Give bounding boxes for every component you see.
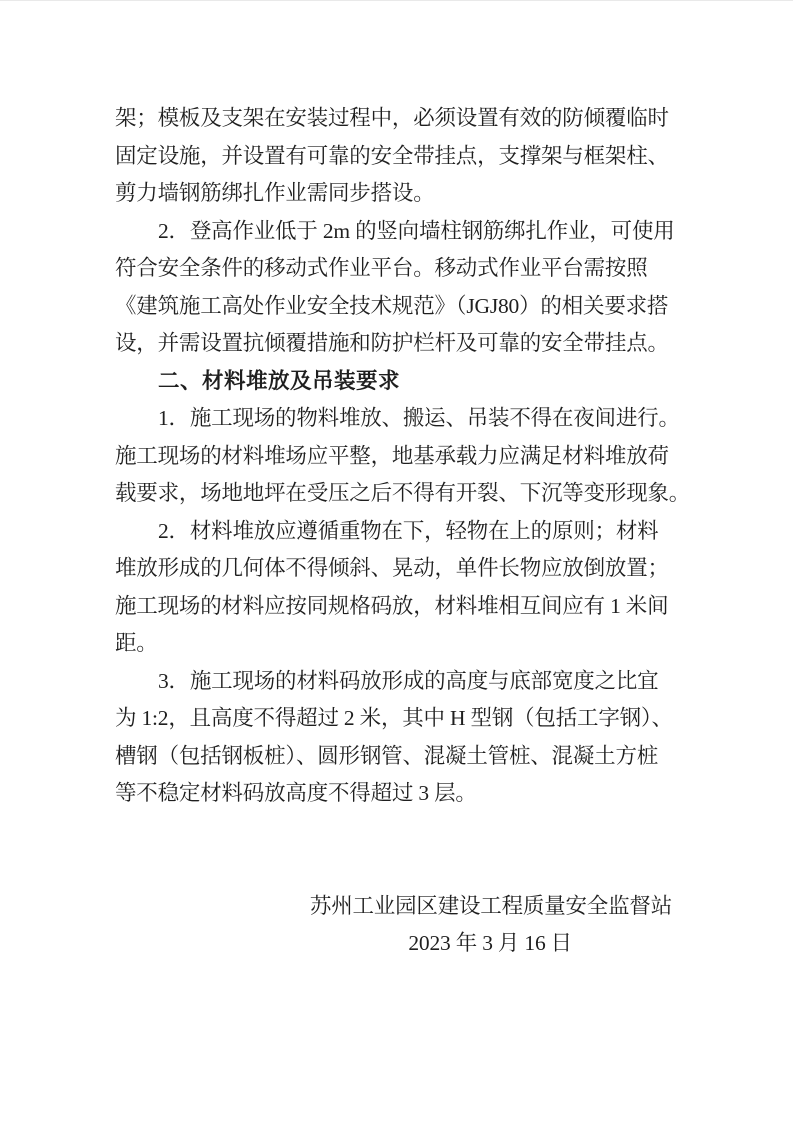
blank-line: [115, 813, 676, 851]
body-line: 设，并需设置抗倾覆措施和防护栏杆及可靠的安全带挂点。: [115, 331, 669, 355]
body-line: 等不稳定材料码放高度不得超过 3 层。: [115, 781, 477, 805]
body-line: 3．施工现场的材料码放形成的高度与底部宽度之比宜: [158, 668, 659, 693]
body-line: 1．施工现场的物料堆放、搬运、吊装不得在夜间进行。: [158, 406, 680, 430]
body-line: 施工现场的材料应按同规格码放，材料堆相互间应有 1 米间: [115, 593, 669, 618]
body-line: 槽钢（包括钢板桩）、圆形钢管、混凝土管桩、混凝土方桩: [115, 743, 659, 768]
body-line: 2．登高作业低于 2m 的竖向墙柱钢筋绑扎作业，可使用: [158, 218, 675, 243]
signature-date: 2023 年 3 月 16 日: [408, 931, 572, 955]
document-body: [115, 100, 691, 963]
body-line: 为 1:2，且高度不得超过 2 米，其中 H 型钢（包括工字钢）、: [115, 706, 673, 730]
section-heading: 二、材料堆放及吊装要求: [158, 368, 401, 393]
blank-line: [115, 850, 676, 888]
body-line: 《建筑施工高处作业安全技术规范》（JGJ80）的相关要求搭: [115, 293, 669, 318]
body-line: 载要求，场地地坪在受压之后不得有开裂、下沉等变形现象。: [115, 481, 691, 505]
body-line: 2．材料堆放应遵循重物在下，轻物在上的原则；材料: [158, 518, 659, 543]
body-line: 堆放形成的几何体不得倾斜、晃动，单件长物应放倒放置；: [115, 556, 669, 580]
body-line: 施工现场的材料堆场应平整，地基承载力应满足材料堆放荷: [115, 443, 669, 468]
body-line: 符合安全条件的移动式作业平台。移动式作业平台需按照: [115, 256, 648, 280]
body-line: 剪力墙钢筋绑扎作业需同步搭设。: [115, 181, 435, 205]
body-line: 架；模板及支架在安装过程中，必须设置有效的防倾覆临时: [115, 106, 669, 130]
body-line: 距。: [115, 631, 158, 655]
signature-organization: 苏州工业园区建设工程质量安全监督站: [309, 893, 672, 918]
body-line: 固定设施，并设置有可靠的安全带挂点，支撑架与框架柱、: [115, 143, 669, 168]
